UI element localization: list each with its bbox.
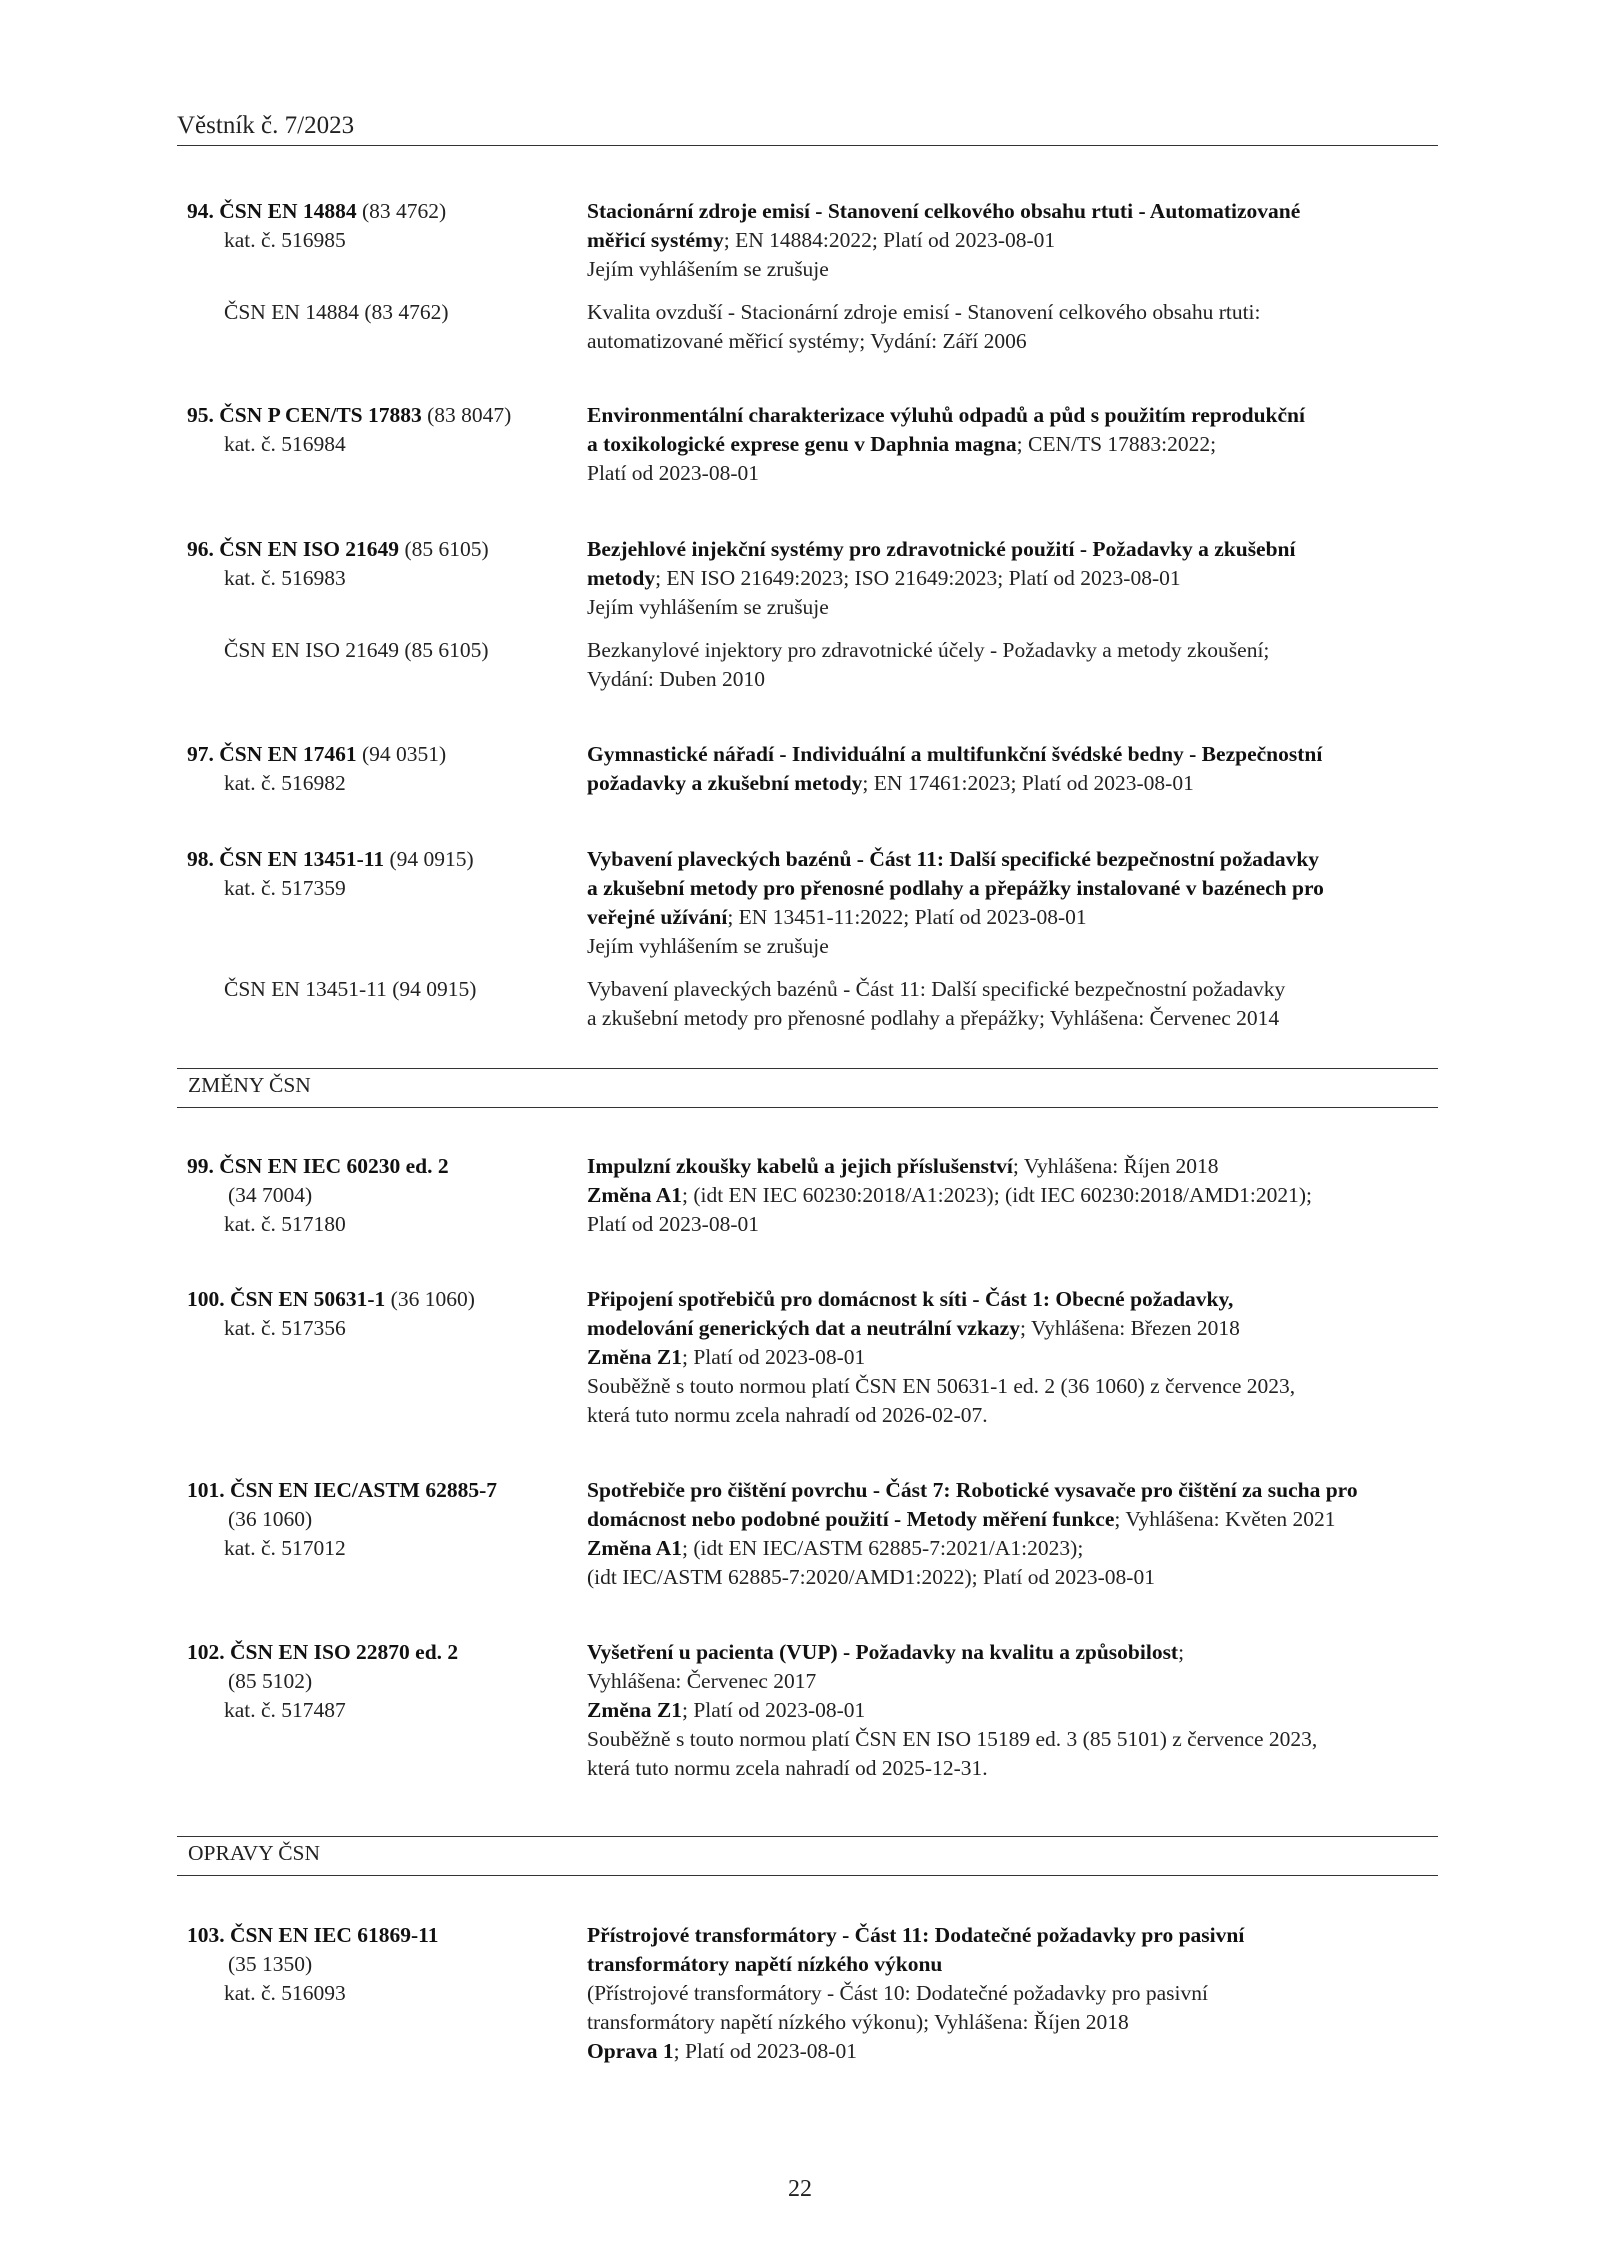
details: ; Vyhlášena: Květen 2021 (1114, 1507, 1336, 1531)
title-end: veřejné užívání (587, 905, 728, 929)
details: ; Vyhlášena: Říjen 2018 (1012, 1154, 1219, 1178)
entry-103 (187, 1921, 1437, 2066)
standard-number: 97. ČSN EN 17461 (187, 742, 357, 766)
replacement-note: která tuto normu zcela nahradí od 2025-12-31. (587, 1756, 988, 1780)
details: ; EN 14884:2022; Platí od 2023-08-01 (723, 228, 1056, 252)
amendment-details: ; Platí od 2023-08-01 (681, 1345, 866, 1369)
section-header-changes (177, 1068, 1438, 1108)
standard-number: 100. ČSN EN 50631-1 (187, 1287, 386, 1311)
title: Impulzní zkoušky kabelů a jejich příslušenství (587, 1154, 1013, 1178)
entry-102 (187, 1638, 1437, 1783)
catalog-number: kat. č. 517359 (224, 876, 346, 900)
entry-101 (187, 1476, 1437, 1592)
concurrent-note: Souběžně s touto normou platí ČSN EN 50631-1 ed. 2 (36 1060) z července 2023, (587, 1374, 1296, 1398)
classification: (85 6105) (399, 537, 489, 561)
catalog-number: kat. č. 516985 (224, 228, 346, 252)
title-cont: měřicí systémy (587, 228, 724, 252)
standard-number: 99. ČSN EN IEC 60230 ed. 2 (187, 1154, 449, 1178)
standard-number: 96. ČSN EN ISO 21649 (187, 537, 400, 561)
amendment-label: Změna A1 (587, 1536, 682, 1560)
title: Vybavení plaveckých bazénů - Část 11: Další specifické bezpečnostní požadavky (587, 847, 1320, 871)
title: Přístrojové transformátory - Část 11: Dodatečné požadavky pro pasivní (587, 1923, 1245, 1947)
title-cont: a toxikologické exprese genu v Daphnia magna (587, 432, 1017, 456)
section-header-corrections (177, 1836, 1438, 1876)
correction-label: Oprava 1 (587, 2039, 674, 2063)
header-rule (177, 145, 1438, 146)
entry-99 (187, 1152, 1437, 1239)
title-cont: metody (587, 566, 656, 590)
catalog-number: kat. č. 516984 (224, 432, 346, 456)
amendment-label: Změna A1 (587, 1183, 682, 1207)
entry-100 (187, 1285, 1437, 1430)
amendment-details: ; (idt EN IEC 60230:2018/A1:2023); (idt IEC 60230:2018/AMD1:2021); (681, 1183, 1313, 1207)
page-number: 22 (788, 2176, 812, 2202)
replaced-standard: ČSN EN 14884 (83 4762) (224, 300, 449, 324)
catalog-number: kat. č. 517356 (224, 1316, 346, 1340)
replacement-note: která tuto normu zcela nahradí od 2026-02-07. (587, 1403, 988, 1427)
replaced-details: automatizované měřicí systémy; Vydání: Září 2006 (587, 329, 1027, 353)
valid-from: Platí od 2023-08-01 (587, 461, 759, 485)
catalog-number: kat. č. 517487 (224, 1698, 346, 1722)
standard-number: 98. ČSN EN 13451-11 (187, 847, 385, 871)
title-cont: domácnost nebo podobné použití - Metody měření funkce (587, 1507, 1115, 1531)
details: ; EN 13451-11:2022; Platí od 2023-08-01 (727, 905, 1087, 929)
section-title: OPRAVY ČSN (188, 1841, 321, 1865)
details: ; EN ISO 21649:2023; ISO 21649:2023; Platí od 2023-08-01 (655, 566, 1181, 590)
classification: (36 1060) (228, 1507, 313, 1531)
concurrent-note: Souběžně s touto normou platí ČSN EN ISO 15189 ed. 3 (85 5101) z července 2023, (587, 1727, 1318, 1751)
replaced-standard: ČSN EN 13451-11 (94 0915) (224, 977, 477, 1001)
entry-95 (187, 401, 1437, 488)
cancels-note: Jejím vyhlášením se zrušuje (587, 595, 829, 619)
entry-96 (187, 535, 1437, 694)
title: Environmentální charakterizace výluhů odpadů a půd s použitím reprodukční (587, 403, 1305, 427)
cancels-note: Jejím vyhlášením se zrušuje (587, 257, 829, 281)
details: ; Vyhlášena: Březen 2018 (1019, 1316, 1240, 1340)
title-cont: modelování generických dat a neutrální vzkazy (587, 1316, 1020, 1340)
classification: (85 5102) (228, 1669, 313, 1693)
section-title: ZMĚNY ČSN (188, 1073, 311, 1097)
classification: (94 0351) (356, 742, 447, 766)
previous-title: (Přístrojové transformátory - Část 10: Dodatečné požadavky pro pasivní (587, 1981, 1208, 2005)
valid-from: Platí od 2023-08-01 (587, 1212, 759, 1236)
classification: (36 1060) (385, 1287, 475, 1311)
correction-details: ; Platí od 2023-08-01 (673, 2039, 857, 2063)
classification: (34 7004) (228, 1183, 313, 1207)
classification: (94 0915) (384, 847, 474, 871)
replaced-details: a zkušební metody pro přenosné podlahy a přepážky; Vyhlášena: Červenec 2014 (587, 1006, 1280, 1030)
title: Vyšetření u pacienta (VUP) - Požadavky na kvalitu a způsobilost (587, 1640, 1179, 1664)
title-cont: a zkušební metody pro přenosné podlahy a přepážky instalované v bazénech pro (587, 876, 1324, 900)
title-punct: ; (1178, 1640, 1185, 1664)
entry-94 (187, 197, 1437, 356)
replaced-title: Kvalita ovzduší - Stacionární zdroje emisí - Stanovení celkového obsahu rtuti: (587, 300, 1261, 324)
replaced-title: Bezkanylové injektory pro zdravotnické účely - Požadavky a metody zkoušení; (587, 638, 1270, 662)
entry-97 (187, 740, 1437, 798)
catalog-number: kat. č. 517012 (224, 1536, 346, 1560)
replaced-title: Vybavení plaveckých bazénů - Část 11: Další specifické bezpečnostní požadavky (587, 977, 1286, 1001)
title: Spotřebiče pro čištění povrchu - Část 7: Robotické vysavače pro čištění za sucha pro (587, 1478, 1358, 1502)
amendment-details: ; (idt EN IEC/ASTM 62885-7:2021/A1:2023); (681, 1536, 1084, 1560)
amendment-label: Změna Z1 (587, 1345, 682, 1369)
title-cont: požadavky a zkušební metody (587, 771, 863, 795)
amendment-details-cont: (idt IEC/ASTM 62885-7:2020/AMD1:2022); Platí od 2023-08-01 (587, 1565, 1155, 1589)
standard-number: 94. ČSN EN 14884 (187, 199, 357, 223)
title-cont: transformátory napětí nízkého výkonu (587, 1952, 943, 1976)
classification: (35 1350) (228, 1952, 313, 1976)
cancels-note: Jejím vyhlášením se zrušuje (587, 934, 829, 958)
standard-number: 95. ČSN P CEN/TS 17883 (187, 403, 422, 427)
catalog-number: kat. č. 516982 (224, 771, 346, 795)
title: Připojení spotřebičů pro domácnost k síti - Část 1: Obecné požadavky, (587, 1287, 1234, 1311)
standard-number: 102. ČSN EN ISO 22870 ed. 2 (187, 1640, 459, 1664)
standard-number: 103. ČSN EN IEC 61869-11 (187, 1923, 439, 1947)
page-header: Věstník č. 7/2023 (177, 112, 355, 139)
details: Vyhlášena: Červenec 2017 (587, 1669, 817, 1693)
replaced-details: Vydání: Duben 2010 (587, 667, 765, 691)
title: Bezjehlové injekční systémy pro zdravotnické použití - Požadavky a zkušební (587, 537, 1296, 561)
catalog-number: kat. č. 516983 (224, 566, 346, 590)
entry-98 (187, 845, 1437, 1033)
title: Gymnastické nářadí - Individuální a multifunkční švédské bedny - Bezpečnostní (587, 742, 1323, 766)
standard-number: 101. ČSN EN IEC/ASTM 62885-7 (187, 1478, 497, 1502)
replaced-standard: ČSN EN ISO 21649 (85 6105) (224, 638, 489, 662)
classification: (83 8047) (421, 403, 512, 427)
details: ; EN 17461:2023; Platí od 2023-08-01 (862, 771, 1194, 795)
previous-title-cont: transformátory napětí nízkého výkonu); Vyhlášena: Říjen 2018 (587, 2010, 1129, 2034)
amendment-label: Změna Z1 (587, 1698, 682, 1722)
classification: (83 4762) (356, 199, 447, 223)
title: Stacionární zdroje emisí - Stanovení celkového obsahu rtuti - Automatizované (587, 199, 1301, 223)
catalog-number: kat. č. 516093 (224, 1981, 346, 2005)
details: ; CEN/TS 17883:2022; (1016, 432, 1217, 456)
catalog-number: kat. č. 517180 (224, 1212, 346, 1236)
amendment-details: ; Platí od 2023-08-01 (681, 1698, 866, 1722)
